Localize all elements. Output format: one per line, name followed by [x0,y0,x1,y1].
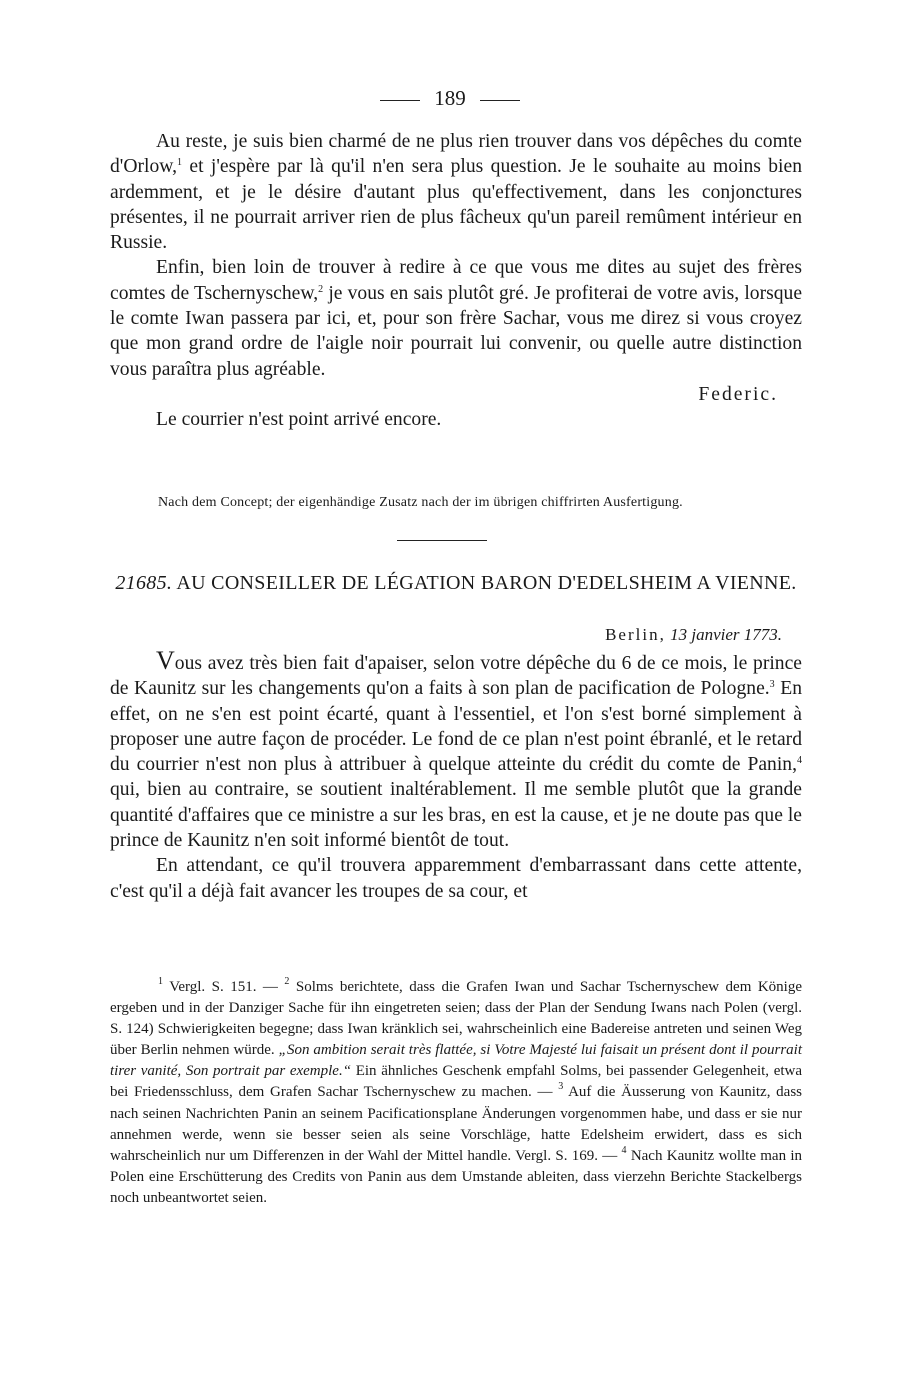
dateline-place: Berlin, [605,625,666,644]
footnote-3: Auf die Äusserung von Kaunitz, dass nach seinen Nachrichten Panin an seinem Pacificationsplane Änderungen vorgenommen habe, und dass er sie nur annehmen werde, wenn sie besser seien als seine Vorschläge, hatte Edelsheim erwidert, dass es sich wahrscheinlich nur um Differenzen in der Wahl der Mittel handle. Vergl. S. 169. — [110,1084,802,1164]
footnote-ref-2: 2 [318,283,324,295]
letter-title: AU CONSEILLER DE LÉGATION BARON D'EDELSHEIM A VIENNE. [176,572,797,594]
footnote-1: Vergl. S. 151. — [169,979,278,995]
dateline [110,624,782,646]
letter-heading [110,570,802,596]
letter-paragraph-2: En attendant, ce qu'il trouvera apparemment d'embarrassant dans cette attente, c'est qu'il a déjà fait avancer les troupes de sa cour, et [110,855,802,902]
letter-number: 21685. [115,572,173,594]
footnote-2-quote: „Son ambition serait très flattée, si Votre Majesté lui faisait un présent dont il pourrait tirer vanité, Son portrait par exemple.“ [110,1042,803,1080]
paragraph-orlow: Au reste, je suis bien charmé de ne plus rien trouver dans vos dépêches du comte d'Orlow,$^1$ et j'espère par là qu'il n'en sera plus question. Je le souhaite au moins bien ardemment, et je le désire d'autant plus qu'effectivement, dans les conjonctures présentes, il ne pourrait arriver rien de plus fâcheux qu'un pareil remûment intérieur en Russie. [110,131,802,254]
signature: Federic. [698,383,778,405]
dateline-date: 13 janvier 1773. [670,625,782,644]
footnote-4: Nach Kaunitz wollte man in Polen eine Erschütterung des Credits von Panin aus dem Umstande ableiten, dass vierzehn Berichte Stackelbergs noch unbeantwortet seien. [110,1147,803,1206]
footnote-block: $^1$ Vergl. S. 151. — $^2$ Solms berichtete, dass die Grafen Iwan und Sachar Tschernyschew dem Könige ergeben und in der Danziger Sache für ihn eingetreten seien; dass der Plan der Sendung Iwans nach Polen (vergl. S. 124) Schwierigkeiten begegne; dass Iwan kränklich sei, wahrscheinlich eine Badereise antreten und seinen Weg über Berlin nehmen würde. „Son ambition serait très flattée, si Votre Majesté lui faisait un présent dont il pourrait tirer vanité, Son portrait par exemple.“ Ein ähnliches Geschenk empfahl Solms, bei passender Gelegenheit, etwa bei Friedensschluss, dem Grafen Sachar Tschernyschew zu machen. — $^3$ Auf die Äusserung von Kaunitz, dass nach seinen Nachrichten Panin an seinem Pacificationsplane Änderungen vorgenommen habe, und dass er sie nur annehmen werde, wenn sie besser seien als seine Vorschläge, hatte Edelsheim erwidert, dass es sich wahrscheinlich nur um Differenzen in der Wahl der Mittel handle. Vergl. S. 169. — $^4$ Nach Kaunitz wollte man in Polen eine Erschütterung des Credits von Panin aus dem Umstande ableiten, dass vierzehn Berichte Stackelbergs noch unbeantwortet seien. [110,976,803,1206]
section-divider [397,540,487,541]
paragraph-tschernyschew: Enfin, bien loin de trouver à redire à ce que vous me dites au sujet des frères comtes de Tschernyschew,$^2$ je vous en sais plutôt gré. Je profiterai de votre avis, lorsque le comte Iwan passera par ici, et, pour son frère Sachar, vous me direz si vous croyez que mon grand ordre de l'aigle noir pourrait lui convenir, ou quelle autre distinction vous paraîtra plus agréable. [110,257,803,380]
page-header [0,84,900,112]
page-number: 189 [434,86,466,110]
previous-letter-body [110,129,802,433]
letter-paragraph-1: Vous avez très bien fait d'apaiser, selon votre dépêche du 6 de ce mois, le prince de Kaunitz sur les changements qu'on a faits à son plan de pacification de Pologne.$^3$ En effet, on ne s'en est point écarté, quant à l'essentiel, et l'on s'est borné simplement à proposer une autre façon de procéder. Le fond de ce plan n'est point ébranlé, et le retard du courrier n'est non plus à attribuer à quelque atteinte du crédit du comte de Panin,$^4$ qui, bien au contraire, se soutient inaltérablement. Il me semble plutôt que la grande quantité d'affaires que ce ministre a sur les bras, en est la cause, et je ne doute pas que le prince de Kaunitz n'en soit informé bientôt de tout. [110,646,802,852]
header-dash-right [480,100,520,101]
footnote-2-cont: Ein ähnliches Geschenk empfahl Solms, bei passender Gelegenheit, etwa bei Friedensschluss, dem Grafen Sachar Tschernyschew zu machen. — [110,1063,803,1101]
footnotes [110,977,802,1209]
source-note: Nach dem Concept; der eigenhändige Zusatz nach der im übrigen chiffrirten Ausfertigung. [158,495,683,510]
footnote-ref-4: 4 [797,755,802,767]
footnote-ref-1: 1 [177,157,183,169]
footnote-ref-3: 3 [769,679,775,691]
initial-letter: V [156,646,175,675]
postscript: Le courrier n'est point arrivé encore. [156,409,442,431]
letter-body [110,648,802,904]
footnote-2: Solms berichtete, dass die Grafen Iwan und Sachar Tschernyschew dem Könige ergeben und in der Danziger Sache für ihn eingetreten seien; dass der Plan der Sendung Iwans nach Polen (vergl. S. 124) Schwierigkeiten begegne; dass Iwan kränklich sei, wahrscheinlich eine Badereise antreten und seinen Weg über Berlin nehmen würde. [110,979,802,1059]
header-dash-left [380,100,420,101]
